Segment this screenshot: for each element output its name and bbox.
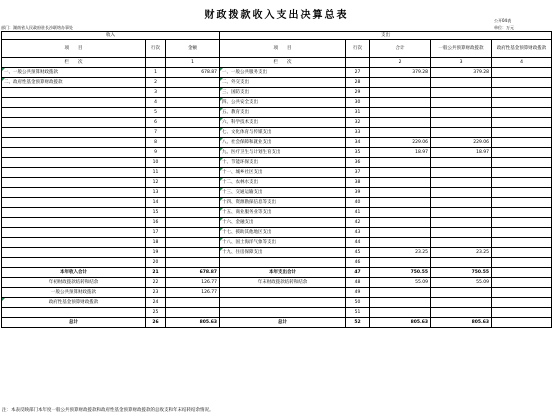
expense-total-cell bbox=[370, 198, 431, 208]
expense-govfund-cell bbox=[492, 98, 552, 108]
expense-total-cell bbox=[370, 118, 431, 128]
table-row bbox=[2, 248, 552, 258]
carryover-expense-item bbox=[220, 308, 346, 318]
expense-govfund-cell bbox=[492, 258, 552, 268]
expense-item-cell: 四、公共安全支出 bbox=[220, 98, 346, 108]
income-amount-cell bbox=[166, 98, 220, 108]
expense-general-cell bbox=[431, 208, 492, 218]
carryover-income-rownum: 25 bbox=[146, 308, 166, 318]
carryover-expense-rownum: 48 bbox=[346, 278, 370, 288]
expense-total-cell bbox=[370, 128, 431, 138]
income-item-cell bbox=[2, 238, 146, 248]
income-amount-cell bbox=[166, 168, 220, 178]
expense-total-general: 750.55 bbox=[431, 268, 492, 278]
income-item-cell bbox=[2, 168, 146, 178]
table-row bbox=[2, 258, 552, 268]
expense-general-cell bbox=[431, 78, 492, 88]
income-amount-cell bbox=[166, 238, 220, 248]
expense-general-cell bbox=[431, 198, 492, 208]
carryover-row bbox=[2, 308, 552, 318]
income-amount-cell bbox=[166, 188, 220, 198]
expense-rownum-cell: 33 bbox=[346, 128, 370, 138]
carryover-expense-govfund bbox=[492, 288, 552, 298]
income-item-cell bbox=[2, 248, 146, 258]
expense-rownum-cell: 37 bbox=[346, 168, 370, 178]
grand-total-income-label: 总计 bbox=[2, 318, 146, 328]
carryover-expense-item bbox=[220, 298, 346, 308]
carryover-row bbox=[2, 298, 552, 308]
expense-total-cell bbox=[370, 218, 431, 228]
general-budget-header: 一般公共预算财政拨款 bbox=[431, 40, 492, 58]
income-rownum-cell: 12 bbox=[146, 178, 166, 188]
expense-govfund-cell bbox=[492, 238, 552, 248]
carryover-income-item: 年初财政拨款结转和结余 bbox=[2, 278, 146, 288]
expense-rownum-cell: 32 bbox=[346, 118, 370, 128]
income-amount-cell bbox=[166, 178, 220, 188]
income-rownum-header: 行次 bbox=[146, 40, 166, 58]
expense-govfund-cell bbox=[492, 138, 552, 148]
expense-total-cell bbox=[370, 228, 431, 238]
expense-total-cell bbox=[370, 78, 431, 88]
income-item-cell bbox=[2, 218, 146, 228]
carryover-expense-govfund bbox=[492, 278, 552, 288]
income-item-cell bbox=[2, 128, 146, 138]
income-item-cell bbox=[2, 228, 146, 238]
income-amount-cell: 678.87 bbox=[166, 68, 220, 78]
income-amount-cell bbox=[166, 128, 220, 138]
expense-item-cell: 十三、交通运输支出 bbox=[220, 188, 346, 198]
expense-govfund-cell bbox=[492, 68, 552, 78]
income-item-cell bbox=[2, 138, 146, 148]
income-rownum-cell: 9 bbox=[146, 148, 166, 158]
carryover-expense-total: 55.09 bbox=[370, 278, 431, 288]
income-amount-cell bbox=[166, 88, 220, 98]
expense-total-cell bbox=[370, 238, 431, 248]
expense-govfund-cell bbox=[492, 118, 552, 128]
expense-rownum-header: 行次 bbox=[346, 40, 370, 58]
carryover-expense-govfund bbox=[492, 308, 552, 318]
expense-general-cell bbox=[431, 158, 492, 168]
income-amount-cell bbox=[166, 228, 220, 238]
income-amount-cell bbox=[166, 108, 220, 118]
expense-govfund-cell bbox=[492, 208, 552, 218]
expense-total-cell bbox=[370, 98, 431, 108]
expense-general-cell bbox=[431, 188, 492, 198]
expense-item-cell: 十二、农林水支出 bbox=[220, 178, 346, 188]
income-item-cell bbox=[2, 118, 146, 128]
expense-rownum-cell: 40 bbox=[346, 198, 370, 208]
carryover-expense-total bbox=[370, 288, 431, 298]
expense-rownum-cell: 27 bbox=[346, 68, 370, 78]
form-number: 公开04表 bbox=[494, 18, 512, 23]
expense-total-sum: 750.55 bbox=[370, 268, 431, 278]
income-total-rownum: 21 bbox=[146, 268, 166, 278]
expense-total-rownum: 47 bbox=[346, 268, 370, 278]
expense-general-cell bbox=[431, 218, 492, 228]
expense-col-blank bbox=[346, 58, 370, 68]
expense-rownum-cell: 35 bbox=[346, 148, 370, 158]
expense-rownum-cell: 39 bbox=[346, 188, 370, 198]
carryover-income-amount: 126.77 bbox=[166, 288, 220, 298]
expense-item-header: 项 目 bbox=[220, 40, 346, 58]
income-rownum-cell: 2 bbox=[146, 78, 166, 88]
expense-govfund-cell bbox=[492, 248, 552, 258]
expense-item-cell: 十一、城乡社区支出 bbox=[220, 168, 346, 178]
income-item-cell bbox=[2, 208, 146, 218]
expense-general-cell bbox=[431, 178, 492, 188]
grand-total-expense-govfund bbox=[492, 318, 552, 328]
expense-item-cell: 五、教育支出 bbox=[220, 108, 346, 118]
income-rownum-cell: 1 bbox=[146, 68, 166, 78]
carryover-income-rownum: 24 bbox=[146, 298, 166, 308]
expense-item-cell: 十九、住房保障支出 bbox=[220, 248, 346, 258]
expense-col-no-2: 2 bbox=[370, 58, 431, 68]
income-rownum-cell: 19 bbox=[146, 248, 166, 258]
income-col-label: 栏 次 bbox=[2, 58, 146, 68]
income-rownum-cell: 14 bbox=[146, 198, 166, 208]
income-total-amount: 678.87 bbox=[166, 268, 220, 278]
income-rownum-cell: 15 bbox=[146, 208, 166, 218]
expense-govfund-cell bbox=[492, 148, 552, 158]
expense-item-cell bbox=[220, 258, 346, 268]
carryover-income-rownum: 22 bbox=[146, 278, 166, 288]
table-row bbox=[2, 178, 552, 188]
expense-item-cell: 十七、援助其他地区支出 bbox=[220, 228, 346, 238]
expense-total-cell: 18.97 bbox=[370, 148, 431, 158]
expense-total-cell bbox=[370, 88, 431, 98]
expense-govfund-cell bbox=[492, 128, 552, 138]
expense-item-cell: 十五、商业服务业等支出 bbox=[220, 208, 346, 218]
carryover-income-amount bbox=[166, 298, 220, 308]
expense-item-cell: 十六、金融支出 bbox=[220, 218, 346, 228]
income-rownum-cell: 17 bbox=[146, 228, 166, 238]
table-row bbox=[2, 228, 552, 238]
carryover-income-item bbox=[2, 308, 146, 318]
expense-general-cell bbox=[431, 128, 492, 138]
expense-col-label: 栏 次 bbox=[220, 58, 346, 68]
expense-general-cell bbox=[431, 258, 492, 268]
expense-item-cell: 一、一般公共服务支出 bbox=[220, 68, 346, 78]
expense-total-cell: 379.28 bbox=[370, 68, 431, 78]
expense-govfund-cell bbox=[492, 88, 552, 98]
expense-item-cell: 七、文化体育与传媒支出 bbox=[220, 128, 346, 138]
department-label: 部门：湖南省人民政府驻长沙联络办事处 bbox=[1, 25, 73, 30]
income-amount-header: 金额 bbox=[166, 40, 220, 58]
income-rownum-cell: 3 bbox=[146, 88, 166, 98]
expense-rownum-cell: 30 bbox=[346, 98, 370, 108]
grand-total-row bbox=[2, 318, 552, 328]
income-amount-cell bbox=[166, 198, 220, 208]
table-row bbox=[2, 168, 552, 178]
income-item-header: 项 目 bbox=[2, 40, 146, 58]
expense-item-cell: 十、节能环保支出 bbox=[220, 158, 346, 168]
expense-col-no-4: 4 bbox=[492, 58, 552, 68]
table-row bbox=[2, 108, 552, 118]
expense-govfund-cell bbox=[492, 188, 552, 198]
grand-total-income-rownum: 26 bbox=[146, 318, 166, 328]
expense-item-cell: 九、医疗卫生与计划生育支出 bbox=[220, 148, 346, 158]
expense-rownum-cell: 46 bbox=[346, 258, 370, 268]
expense-general-cell: 379.28 bbox=[431, 68, 492, 78]
expense-item-cell: 八、社会保障和就业支出 bbox=[220, 138, 346, 148]
table-row bbox=[2, 188, 552, 198]
carryover-expense-govfund bbox=[492, 298, 552, 308]
expense-rownum-cell: 29 bbox=[346, 88, 370, 98]
grand-total-expense-general: 805.63 bbox=[431, 318, 492, 328]
expense-col-no-3: 3 bbox=[431, 58, 492, 68]
income-amount-cell bbox=[166, 78, 220, 88]
carryover-expense-general bbox=[431, 288, 492, 298]
table-row bbox=[2, 138, 552, 148]
expense-total-cell: 23.25 bbox=[370, 248, 431, 258]
expense-govfund-cell bbox=[492, 218, 552, 228]
table-row bbox=[2, 128, 552, 138]
table-row bbox=[2, 208, 552, 218]
expense-general-cell bbox=[431, 118, 492, 128]
expense-general-cell bbox=[431, 108, 492, 118]
income-item-cell bbox=[2, 108, 146, 118]
expense-govfund-cell bbox=[492, 228, 552, 238]
expense-govfund-cell bbox=[492, 78, 552, 88]
expense-item-cell: 六、科学技术支出 bbox=[220, 118, 346, 128]
expense-item-cell: 三、国防支出 bbox=[220, 88, 346, 98]
income-item-cell: 二、政府性基金预算财政拨款 bbox=[2, 78, 146, 88]
expense-rownum-cell: 31 bbox=[346, 108, 370, 118]
table-row bbox=[2, 218, 552, 228]
gov-fund-header: 政府性基金预算财政拨款 bbox=[492, 40, 552, 58]
table-row bbox=[2, 238, 552, 248]
footnote: 注：本表反映部门本年度一般公共预算财政拨款和政府性基金预算财政拨款的总收支和年末结转结余情况。 bbox=[2, 408, 214, 413]
expense-general-cell bbox=[431, 168, 492, 178]
carryover-income-item: 政府性基金预算财政拨款 bbox=[2, 298, 146, 308]
expense-total-cell: 229.06 bbox=[370, 138, 431, 148]
income-item-cell bbox=[2, 88, 146, 98]
expense-govfund-cell bbox=[492, 168, 552, 178]
carryover-expense-rownum: 50 bbox=[346, 298, 370, 308]
report-title: 财政拨款收入支出决算总表 bbox=[204, 10, 349, 21]
income-item-cell bbox=[2, 198, 146, 208]
income-rownum-cell: 11 bbox=[146, 168, 166, 178]
carryover-expense-total bbox=[370, 308, 431, 318]
income-amount-cell bbox=[166, 148, 220, 158]
expense-total-cell bbox=[370, 188, 431, 198]
expense-total-cell bbox=[370, 208, 431, 218]
carryover-income-amount: 126.77 bbox=[166, 278, 220, 288]
income-amount-cell bbox=[166, 248, 220, 258]
carryover-expense-rownum: 51 bbox=[346, 308, 370, 318]
table-row bbox=[2, 78, 552, 88]
income-amount-cell bbox=[166, 218, 220, 228]
income-item-cell bbox=[2, 148, 146, 158]
expense-item-cell: 十八、国土海洋气象等支出 bbox=[220, 238, 346, 248]
income-amount-cell bbox=[166, 118, 220, 128]
expense-general-cell bbox=[431, 98, 492, 108]
table-row bbox=[2, 158, 552, 168]
carryover-row bbox=[2, 288, 552, 298]
expense-item-cell: 二、外交支出 bbox=[220, 78, 346, 88]
income-section-header: 收入 bbox=[2, 32, 220, 40]
expense-rownum-cell: 42 bbox=[346, 218, 370, 228]
carryover-expense-general bbox=[431, 298, 492, 308]
table-row bbox=[2, 88, 552, 98]
grand-total-expense-total: 805.63 bbox=[370, 318, 431, 328]
expense-general-cell: 229.06 bbox=[431, 138, 492, 148]
expense-govfund-cell bbox=[492, 108, 552, 118]
carryover-income-rownum: 23 bbox=[146, 288, 166, 298]
expense-rownum-cell: 38 bbox=[346, 178, 370, 188]
income-col-blank bbox=[146, 58, 166, 68]
income-item-cell bbox=[2, 188, 146, 198]
unit-label: 单位：万元 bbox=[494, 25, 514, 30]
income-amount-cell bbox=[166, 258, 220, 268]
expense-rownum-cell: 36 bbox=[346, 158, 370, 168]
grand-total-income-amount: 805.63 bbox=[166, 318, 220, 328]
grand-total-expense-rownum: 52 bbox=[346, 318, 370, 328]
income-total-label: 本年收入合计 bbox=[2, 268, 146, 278]
carryover-expense-item: 年末财政拨款结转和结余 bbox=[220, 278, 346, 288]
income-item-cell bbox=[2, 258, 146, 268]
expense-item-cell: 十四、资源勘探信息等支出 bbox=[220, 198, 346, 208]
expense-rownum-cell: 45 bbox=[346, 248, 370, 258]
expense-total-cell bbox=[370, 158, 431, 168]
table-row bbox=[2, 198, 552, 208]
income-amount-cell bbox=[166, 208, 220, 218]
income-rownum-cell: 4 bbox=[146, 98, 166, 108]
expense-total-cell bbox=[370, 168, 431, 178]
expense-general-cell bbox=[431, 238, 492, 248]
grand-total-expense-label: 总计 bbox=[220, 318, 346, 328]
expense-total-cell bbox=[370, 108, 431, 118]
table-row bbox=[2, 68, 552, 78]
expense-total-label: 本年支出合计 bbox=[220, 268, 346, 278]
income-rownum-cell: 20 bbox=[146, 258, 166, 268]
income-rownum-cell: 18 bbox=[146, 238, 166, 248]
expense-rownum-cell: 34 bbox=[346, 138, 370, 148]
expense-rownum-cell: 41 bbox=[346, 208, 370, 218]
income-item-cell bbox=[2, 158, 146, 168]
budget-summary-table bbox=[1, 31, 552, 328]
carryover-expense-general bbox=[431, 308, 492, 318]
income-rownum-cell: 10 bbox=[146, 158, 166, 168]
carryover-income-item: 一般公共预算财政拨款 bbox=[2, 288, 146, 298]
expense-total-cell bbox=[370, 258, 431, 268]
expense-section-header: 支出 bbox=[220, 32, 552, 40]
expense-general-cell bbox=[431, 228, 492, 238]
income-item-cell bbox=[2, 98, 146, 108]
income-rownum-cell: 8 bbox=[146, 138, 166, 148]
carryover-expense-total bbox=[370, 298, 431, 308]
income-rownum-cell: 6 bbox=[146, 118, 166, 128]
expense-govfund-cell bbox=[492, 198, 552, 208]
table-row bbox=[2, 148, 552, 158]
carryover-expense-item bbox=[220, 288, 346, 298]
expense-govfund-cell bbox=[492, 158, 552, 168]
expense-total-cell bbox=[370, 178, 431, 188]
expense-total-header: 合计 bbox=[370, 40, 431, 58]
income-item-cell bbox=[2, 178, 146, 188]
table-row bbox=[2, 118, 552, 128]
expense-general-cell: 23.25 bbox=[431, 248, 492, 258]
expense-general-cell bbox=[431, 88, 492, 98]
income-amount-cell bbox=[166, 138, 220, 148]
expense-general-cell: 18.97 bbox=[431, 148, 492, 158]
income-rownum-cell: 13 bbox=[146, 188, 166, 198]
expense-rownum-cell: 28 bbox=[346, 78, 370, 88]
income-rownum-cell: 16 bbox=[146, 218, 166, 228]
expense-rownum-cell: 44 bbox=[346, 238, 370, 248]
income-amount-cell bbox=[166, 158, 220, 168]
carryover-expense-rownum: 49 bbox=[346, 288, 370, 298]
totals-row bbox=[2, 268, 552, 278]
carryover-expense-general: 55.09 bbox=[431, 278, 492, 288]
income-rownum-cell: 5 bbox=[146, 108, 166, 118]
income-rownum-cell: 7 bbox=[146, 128, 166, 138]
table-row bbox=[2, 98, 552, 108]
income-col-no: 1 bbox=[166, 58, 220, 68]
expense-rownum-cell: 43 bbox=[346, 228, 370, 238]
carryover-row bbox=[2, 278, 552, 288]
expense-total-govfund bbox=[492, 268, 552, 278]
carryover-income-amount bbox=[166, 308, 220, 318]
income-item-cell: 一、一般公共预算财政拨款 bbox=[2, 68, 146, 78]
expense-govfund-cell bbox=[492, 178, 552, 188]
